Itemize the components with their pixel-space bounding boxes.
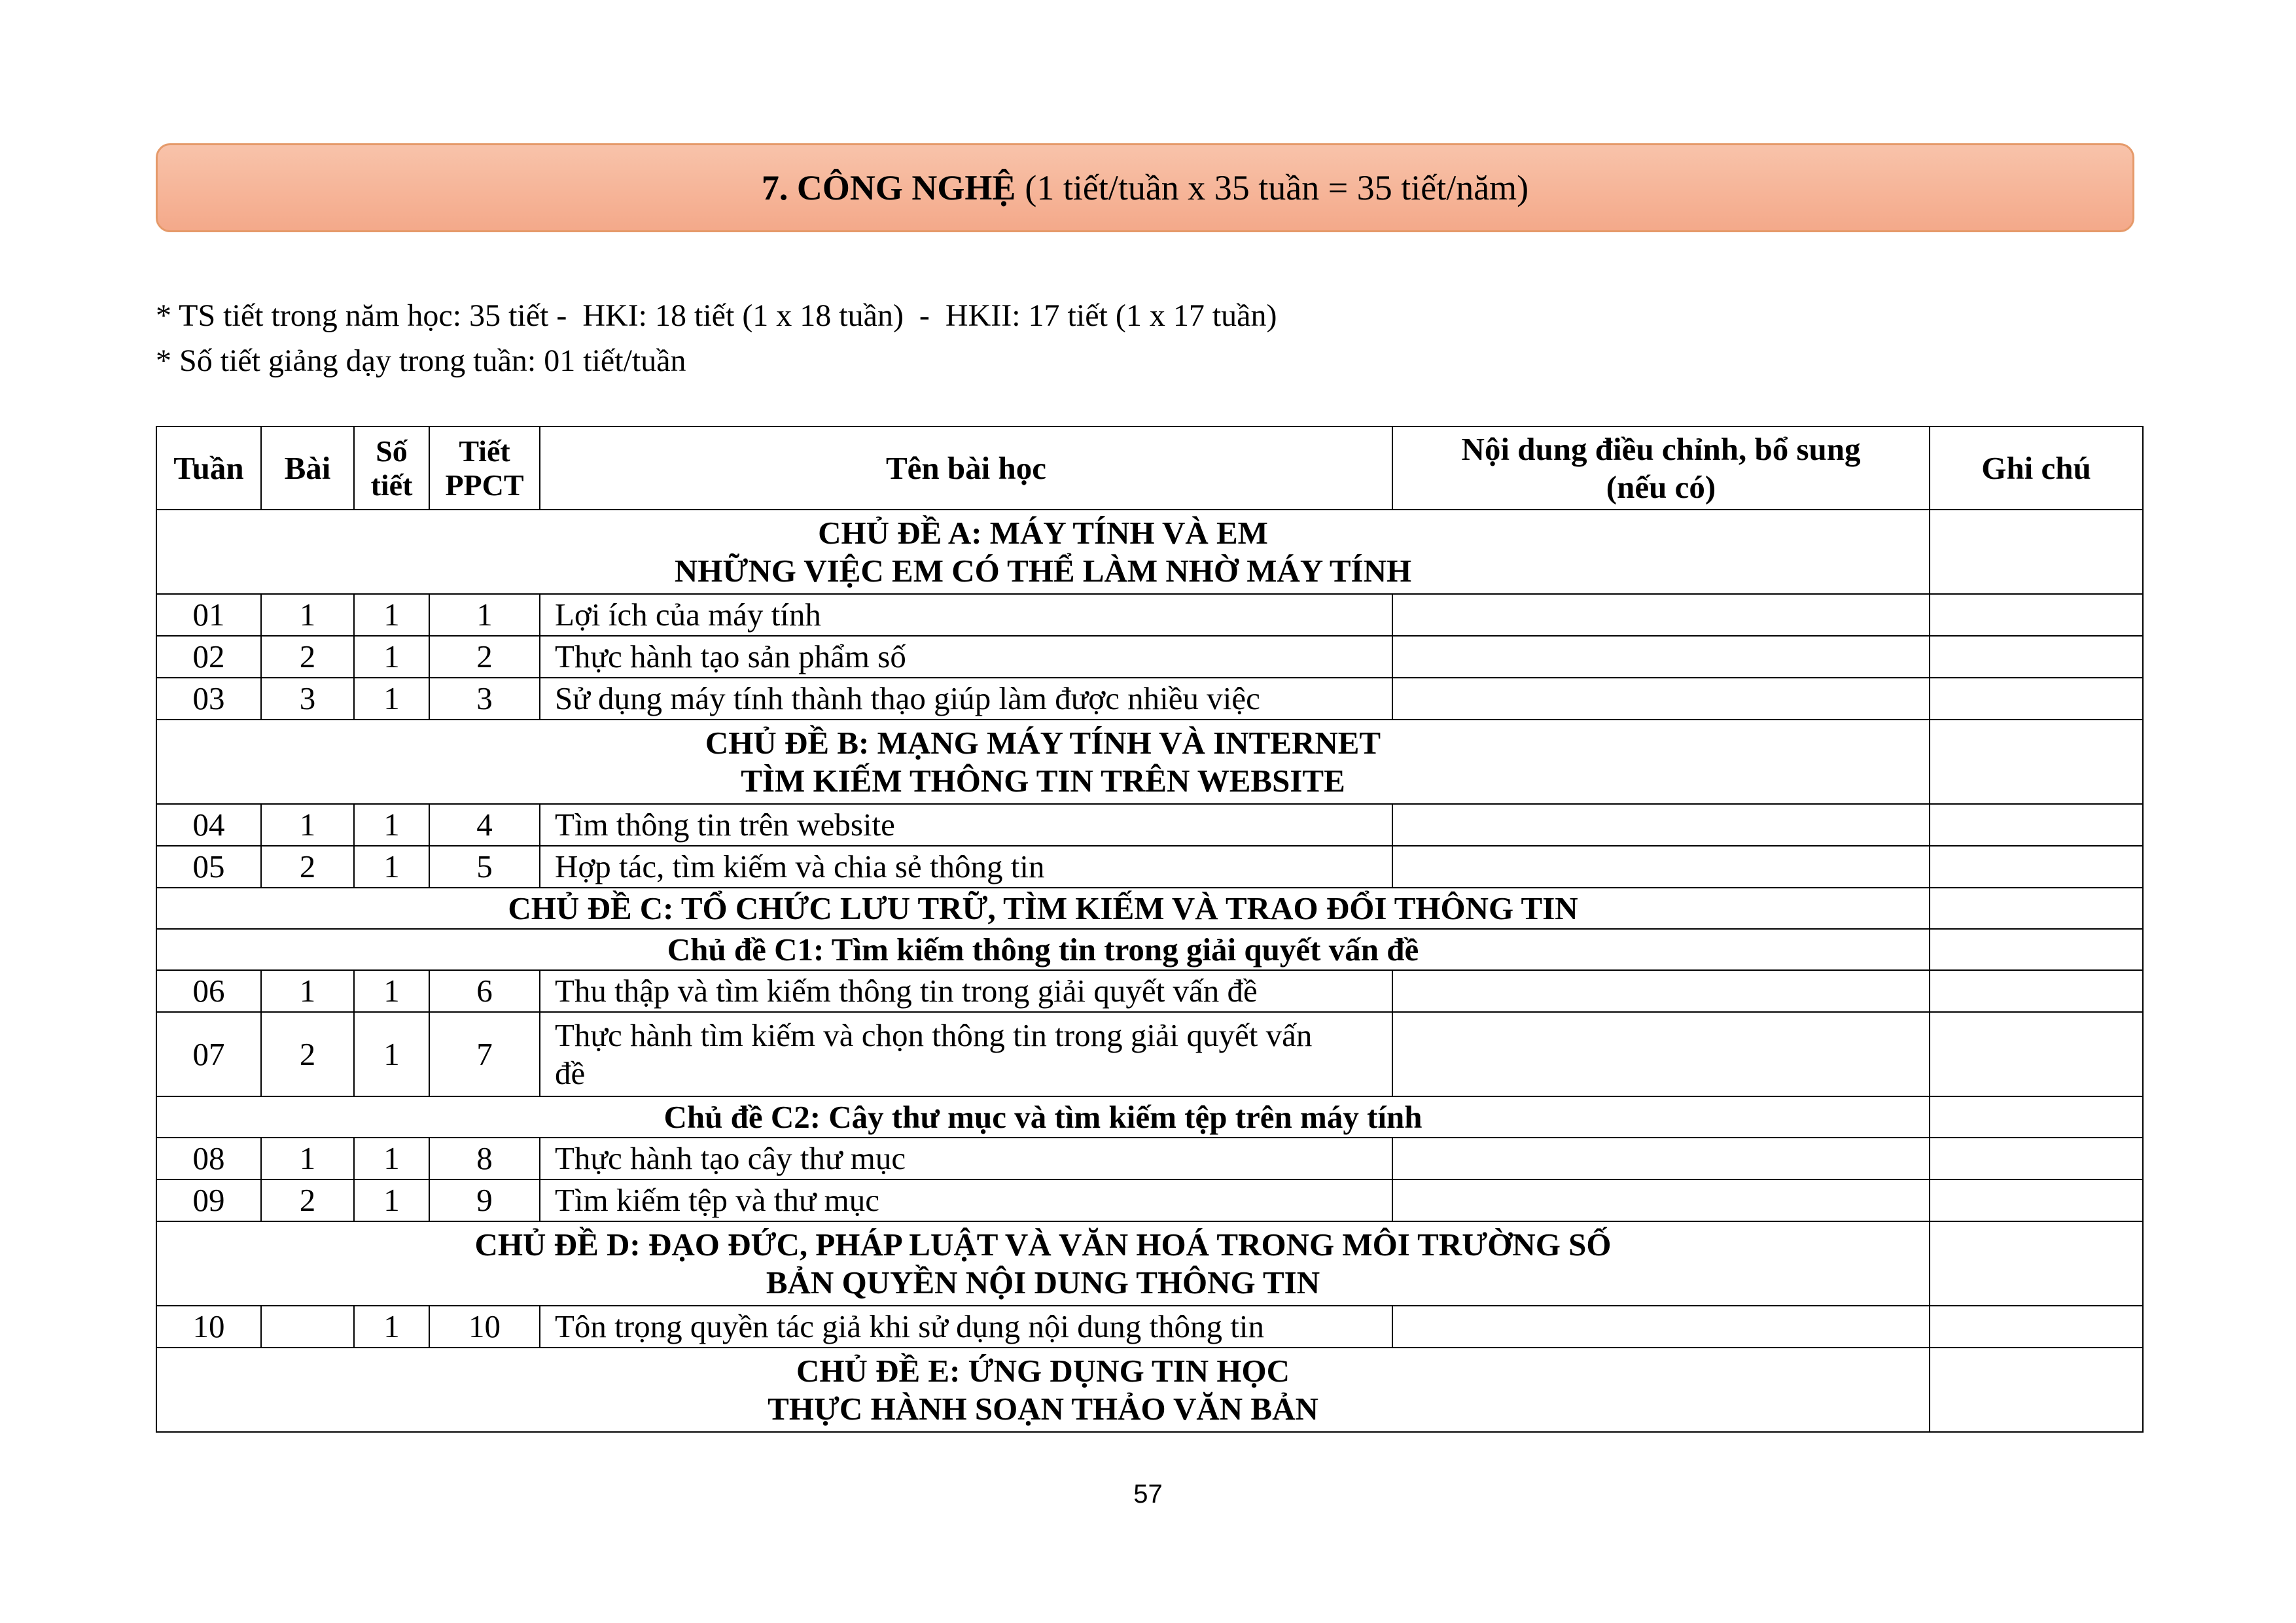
notes-cell (1930, 1221, 2143, 1306)
lesson-title-cell: Tìm kiếm tệp và thư mục (540, 1179, 1392, 1221)
notes-cell (1930, 678, 2143, 720)
week-cell: 01 (156, 594, 261, 636)
topic-row-b (156, 720, 2143, 804)
lesson-cell: 1 (261, 970, 354, 1012)
week-cell: 09 (156, 1179, 261, 1221)
periods-cell: 1 (354, 1138, 429, 1179)
periods-cell: 1 (354, 1306, 429, 1348)
notes-cell (1930, 888, 2143, 929)
header-lesson: Bài (261, 427, 354, 510)
adjustment-cell (1392, 1306, 1930, 1348)
week-cell: 07 (156, 1012, 261, 1096)
topic-e (156, 1348, 1930, 1432)
notes-cell (1930, 636, 2143, 678)
adjustment-cell (1392, 846, 1930, 888)
lesson-title-cell (540, 1012, 1392, 1096)
header-title: Tên bài học (540, 427, 1392, 510)
table-row (156, 1138, 2143, 1179)
lesson-title-cell: Sử dụng máy tính thành thạo giúp làm được nhiều việc (540, 678, 1392, 720)
topic-row-c2 (156, 1096, 2143, 1138)
topic-a-line1: CHỦ ĐỀ A: MÁY TÍNH VÀ EM (818, 514, 1268, 551)
ppct-cell: 10 (429, 1306, 540, 1348)
adjustment-cell (1392, 1138, 1930, 1179)
page-number: 57 (1133, 1480, 1163, 1509)
notes-cell (1930, 1138, 2143, 1179)
section-title-banner (156, 143, 2134, 232)
week-cell: 08 (156, 1138, 261, 1179)
lesson-cell: 3 (261, 678, 354, 720)
periods-cell: 1 (354, 678, 429, 720)
topic-d (156, 1221, 1930, 1306)
table-row (156, 846, 2143, 888)
week-cell: 10 (156, 1306, 261, 1348)
lesson-cell: 1 (261, 1138, 354, 1179)
periods-cell: 1 (354, 1012, 429, 1096)
adjustment-cell (1392, 804, 1930, 846)
table-row (156, 636, 2143, 678)
notes-cell (1930, 1012, 2143, 1096)
header-adjustment (1392, 427, 1930, 510)
header-ppct-line1: Tiết (459, 434, 510, 468)
header-ppct (429, 427, 540, 510)
lesson-title-cell: Tôn trọng quyền tác giả khi sử dụng nội dung thông tin (540, 1306, 1392, 1348)
lesson-title-cell: Lợi ích của máy tính (540, 594, 1392, 636)
table-row (156, 678, 2143, 720)
header-adjustment-line1: Nội dung điều chỉnh, bổ sung (1461, 430, 1861, 467)
lesson-title-cell: Thu thập và tìm kiếm thông tin trong giải quyết vấn đề (540, 970, 1392, 1012)
header-adjustment-line2: (nếu có) (1606, 468, 1716, 505)
topic-c2: Chủ đề C2: Cây thư mục và tìm kiếm tệp trên máy tính (156, 1096, 1930, 1138)
topic-row-e (156, 1348, 2143, 1432)
notes-cell (1930, 804, 2143, 846)
notes-cell (1930, 1096, 2143, 1138)
week-cell: 04 (156, 804, 261, 846)
ppct-cell: 6 (429, 970, 540, 1012)
header-ppct-line2: PPCT (445, 468, 524, 502)
adjustment-cell (1392, 1179, 1930, 1221)
topic-b-line2: TÌM KIẾM THÔNG TIN TRÊN WEBSITE (741, 762, 1345, 799)
table-row (156, 1179, 2143, 1221)
lesson-title-line1: Thực hành tìm kiếm và chọn thông tin trong giải quyết vấn (555, 1017, 1313, 1053)
adjustment-cell (1392, 970, 1930, 1012)
header-periods (354, 427, 429, 510)
ppct-cell: 3 (429, 678, 540, 720)
note-total-periods: * TS tiết trong năm học: 35 tiết - HKI: 18 tiết (1 x 18 tuần) - HKII: 17 tiết (1 x 17 tuần) (156, 298, 1277, 333)
notes-cell (1930, 1348, 2143, 1432)
topic-e-line2: THỰC HÀNH SOẠN THẢO VĂN BẢN (768, 1390, 1318, 1427)
notes-cell (1930, 846, 2143, 888)
week-cell: 05 (156, 846, 261, 888)
header-periods-line1: Số (376, 434, 408, 468)
notes-cell (1930, 594, 2143, 636)
notes-cell (1930, 970, 2143, 1012)
table-header-row (156, 427, 2143, 510)
periods-cell: 1 (354, 594, 429, 636)
table-row (156, 1012, 2143, 1096)
notes-cell (1930, 1179, 2143, 1221)
topic-a (156, 510, 1930, 594)
ppct-cell: 7 (429, 1012, 540, 1096)
lesson-cell: 2 (261, 846, 354, 888)
summary-notes (156, 293, 1277, 383)
adjustment-cell (1392, 636, 1930, 678)
topic-row-d (156, 1221, 2143, 1306)
adjustment-cell (1392, 594, 1930, 636)
lesson-cell: 1 (261, 594, 354, 636)
topic-row-c1 (156, 929, 2143, 970)
note-weekly-periods: * Số tiết giảng dạy trong tuần: 01 tiết/tuần (156, 343, 686, 378)
lesson-title-cell: Hợp tác, tìm kiếm và chia sẻ thông tin (540, 846, 1392, 888)
ppct-cell: 1 (429, 594, 540, 636)
lesson-title-cell: Thực hành tạo sản phẩm số (540, 636, 1392, 678)
notes-cell (1930, 510, 2143, 594)
periods-cell: 1 (354, 636, 429, 678)
section-title: 7. CÔNG NGHỆ (761, 168, 1016, 207)
lesson-plan-table (156, 426, 2144, 1433)
adjustment-cell (1392, 1012, 1930, 1096)
week-cell: 06 (156, 970, 261, 1012)
topic-e-line1: CHỦ ĐỀ E: ỨNG DỤNG TIN HỌC (796, 1352, 1290, 1389)
ppct-cell: 4 (429, 804, 540, 846)
periods-cell: 1 (354, 1179, 429, 1221)
periods-cell: 1 (354, 804, 429, 846)
table-row (156, 1306, 2143, 1348)
periods-cell: 1 (354, 846, 429, 888)
topic-d-line1: CHỦ ĐỀ D: ĐẠO ĐỨC, PHÁP LUẬT VÀ VĂN HOÁ TRONG MÔI TRƯỜNG SỐ (474, 1226, 1612, 1263)
table-row (156, 804, 2143, 846)
lesson-cell: 2 (261, 1012, 354, 1096)
topic-a-line2: NHỮNG VIỆC EM CÓ THỂ LÀM NHỜ MÁY TÍNH (674, 552, 1412, 589)
lesson-title-line2: đề (555, 1055, 586, 1091)
topic-row-a (156, 510, 2143, 594)
lesson-title-cell: Tìm thông tin trên website (540, 804, 1392, 846)
notes-cell (1930, 720, 2143, 804)
header-notes: Ghi chú (1930, 427, 2143, 510)
week-cell: 03 (156, 678, 261, 720)
topic-row-c (156, 888, 2143, 929)
topic-c: CHỦ ĐỀ C: TỔ CHỨC LƯU TRỮ, TÌM KIẾM VÀ TRAO ĐỔI THÔNG TIN (156, 888, 1930, 929)
lesson-cell (261, 1306, 354, 1348)
lesson-cell: 2 (261, 1179, 354, 1221)
ppct-cell: 5 (429, 846, 540, 888)
ppct-cell: 9 (429, 1179, 540, 1221)
notes-cell (1930, 929, 2143, 970)
topic-d-line2: BẢN QUYỀN NỘI DUNG THÔNG TIN (766, 1264, 1320, 1300)
lesson-cell: 2 (261, 636, 354, 678)
table-row (156, 594, 2143, 636)
adjustment-cell (1392, 678, 1930, 720)
periods-cell: 1 (354, 970, 429, 1012)
ppct-cell: 2 (429, 636, 540, 678)
topic-b-line1: CHỦ ĐỀ B: MẠNG MÁY TÍNH VÀ INTERNET (705, 724, 1381, 761)
notes-cell (1930, 1306, 2143, 1348)
lesson-cell: 1 (261, 804, 354, 846)
topic-b (156, 720, 1930, 804)
header-periods-line2: tiết (370, 468, 413, 502)
table-row (156, 970, 2143, 1012)
topic-c1: Chủ đề C1: Tìm kiếm thông tin trong giải quyết vấn đề (156, 929, 1930, 970)
section-subtitle: (1 tiết/tuần x 35 tuần = 35 tiết/năm) (1025, 168, 1529, 207)
ppct-cell: 8 (429, 1138, 540, 1179)
week-cell: 02 (156, 636, 261, 678)
header-week: Tuần (156, 427, 261, 510)
lesson-title-cell: Thực hành tạo cây thư mục (540, 1138, 1392, 1179)
